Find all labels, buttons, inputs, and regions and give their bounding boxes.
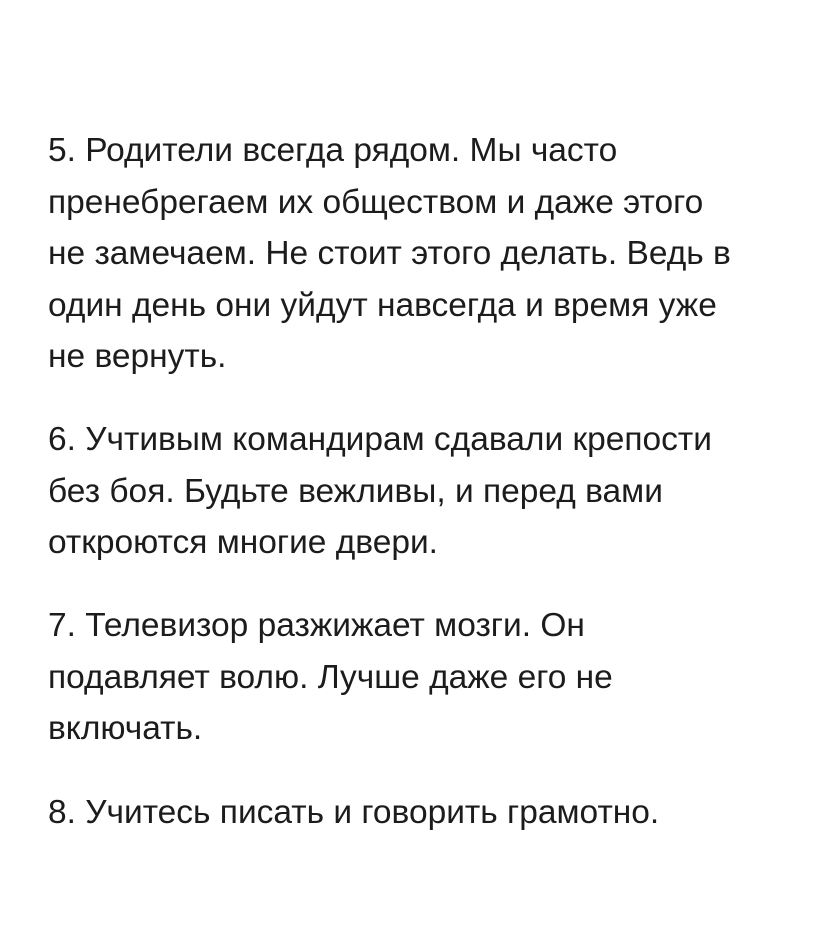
paragraph-item-6 [48, 414, 788, 569]
paragraph-item-7 [48, 600, 788, 755]
paragraph-line: без боя. Будьте вежливы, и перед вами [48, 472, 663, 510]
paragraph-line: включать. [48, 710, 203, 747]
paragraph-line: подавляет волю. Лучше даже его не [48, 658, 613, 696]
paragraph-line: 6. Учтивым командирам сдавали крепости [48, 421, 712, 458]
paragraph-item-8 [48, 787, 788, 839]
paragraph-line: не замечаем. Не стоит этого делать. Ведь в [48, 235, 731, 272]
paragraph-line: 7. Телевизор разжижает мозги. Он [48, 607, 585, 644]
paragraph-item-5 [48, 125, 788, 383]
paragraph-line: откроются многие двери. [48, 524, 438, 561]
paragraph-line: не вернуть. [48, 338, 227, 375]
paragraph-line: 8. Учитесь писать и говорить грамотно. [48, 794, 660, 831]
paragraph-line: 5. Родители всегда рядом. Мы часто [48, 132, 618, 169]
paragraph-line: пренебрегаем их обществом и даже этого [48, 183, 704, 221]
paragraph-line: один день они уйдут навсегда и время уже [48, 286, 717, 324]
